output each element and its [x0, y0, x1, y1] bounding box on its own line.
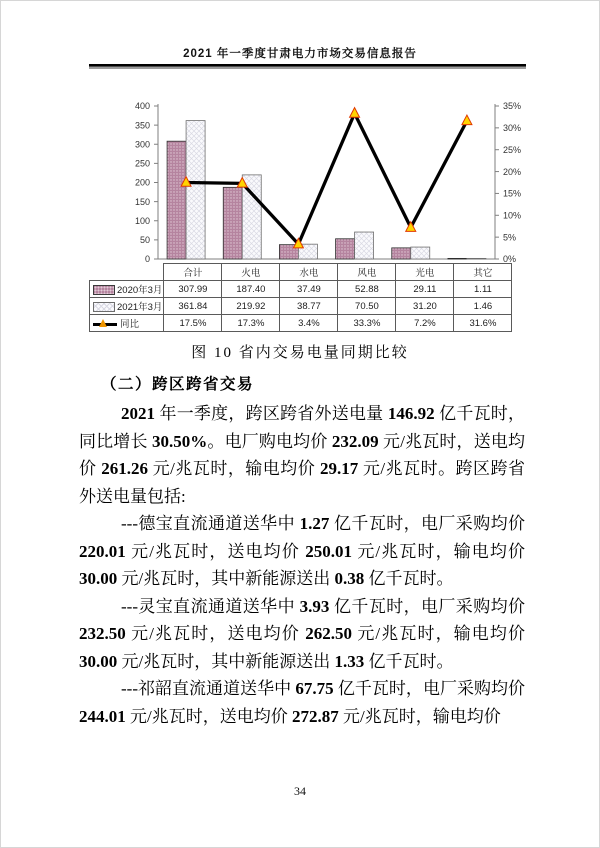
right-axis-tick-label: 0%	[503, 254, 517, 263]
category-header: 火电	[222, 264, 280, 281]
left-axis-tick-label: 350	[134, 120, 150, 131]
category-header: 水电	[280, 264, 338, 281]
bar-2020	[167, 141, 186, 259]
table-row	[90, 298, 512, 315]
left-axis-tick-label: 200	[134, 177, 150, 188]
left-axis-tick-label: 50	[139, 235, 150, 246]
table-cell: 37.49	[280, 281, 338, 298]
category-header: 其它	[454, 264, 512, 281]
legend-cell	[90, 298, 164, 315]
legend-label: 2020年3月	[117, 285, 163, 296]
line-legend-icon	[93, 323, 117, 326]
bar-2020	[223, 187, 242, 259]
right-axis-tick-label: 20%	[503, 166, 522, 177]
left-axis-tick-label: 150	[134, 196, 150, 207]
table-row	[90, 315, 512, 332]
right-axis-tick-label: 15%	[503, 188, 522, 199]
section-heading: （二）跨区跨省交易	[101, 376, 255, 393]
table-cell: 17.5%	[164, 315, 222, 332]
table-cell: 33.3%	[338, 315, 396, 332]
category-header: 风电	[338, 264, 396, 281]
legend-label: 同比	[120, 319, 140, 330]
table-cell: 29.11	[396, 281, 454, 298]
bar-2020	[336, 239, 355, 259]
chart-data-table	[89, 263, 512, 332]
body-paragraph: ---德宝直流通道送华中 1.27 亿千瓦时，电厂采购均价 220.01 元/兆瓦时，送电均价 250.01 元/兆瓦时，输电均价 30.00 元/兆瓦时，其中新能源送出 0.38 亿千瓦时。	[79, 514, 526, 588]
right-axis-tick-label: 30%	[503, 123, 522, 134]
body-paragraphs	[79, 400, 525, 730]
table-corner-blank	[90, 264, 164, 281]
table-cell: 52.88	[338, 281, 396, 298]
left-axis-tick-label: 300	[134, 139, 150, 150]
figure-caption: 图 10 省内交易电量同期比较	[191, 345, 409, 361]
table-cell: 70.50	[338, 298, 396, 315]
table-cell: 361.84	[164, 298, 222, 315]
right-axis-tick-label: 10%	[503, 210, 522, 221]
bar-2021	[467, 258, 486, 259]
body-paragraph: ---灵宝直流通道送华中 3.93 亿千瓦时，电厂采购均价 232.50 元/兆瓦时，送电均价 262.50 元/兆瓦时，输电均价 30.00 元/兆瓦时，其中新能源送出 1.33 亿千瓦时。	[79, 596, 526, 671]
header-rule	[89, 64, 526, 69]
right-axis-tick-label: 35%	[503, 101, 522, 112]
triangle-marker	[350, 108, 360, 118]
left-axis-tick-label: 0	[144, 254, 150, 263]
table-cell: 1.11	[454, 281, 512, 298]
left-axis-tick-label: 100	[134, 215, 150, 226]
table-row	[90, 281, 512, 298]
page-header-title: 2021 年一季度甘肃电力市场交易信息报告	[183, 48, 417, 60]
right-axis-tick-label: 25%	[503, 144, 522, 155]
table-cell: 31.20	[396, 298, 454, 315]
left-axis-tick-label: 250	[134, 158, 150, 169]
category-header: 光电	[396, 264, 454, 281]
legend-cell	[90, 315, 164, 332]
body-paragraph: ---祁韶直流通道送华中 67.75 亿千瓦时，电厂采购均价 244.01 元/兆瓦时，送电均价 272.87 元/兆瓦时，输电均价	[79, 679, 526, 726]
legend-label: 2021年3月	[117, 302, 163, 313]
table-cell: 3.4%	[280, 315, 338, 332]
bar-2021	[355, 232, 374, 259]
triangle-marker-icon	[99, 319, 107, 327]
bar-2021	[411, 247, 430, 259]
triangle-marker	[462, 115, 472, 125]
left-axis-tick-label: 400	[134, 101, 150, 112]
legend-cell	[90, 281, 164, 298]
page-number: 34	[294, 784, 306, 798]
bar-legend-swatch-icon	[93, 302, 115, 312]
right-axis-tick-label: 5%	[503, 232, 517, 243]
table-cell: 219.92	[222, 298, 280, 315]
body-paragraph: 2021 年一季度，跨区跨省外送电量 146.92 亿千瓦时，同比增长 30.50%。电厂购电均价 232.09 元/兆瓦时，送电均价 261.26 元/兆瓦时，输电均价 29.17 元/兆瓦时。跨区跨省外送电量包括:	[79, 404, 526, 506]
table-cell: 38.77	[280, 298, 338, 315]
table-cell: 1.46	[454, 298, 512, 315]
category-header: 合计	[164, 264, 222, 281]
bar-2020	[448, 258, 467, 259]
table-cell: 17.3%	[222, 315, 280, 332]
table-cell: 187.40	[222, 281, 280, 298]
table-cell: 7.2%	[396, 315, 454, 332]
bar-legend-swatch-icon	[93, 285, 115, 295]
figure-10-chart	[89, 101, 549, 263]
table-cell: 31.6%	[454, 315, 512, 332]
combo-chart-svg	[89, 101, 549, 263]
table-cell: 307.99	[164, 281, 222, 298]
bar-2020	[392, 248, 411, 259]
bar-2021	[186, 121, 205, 259]
